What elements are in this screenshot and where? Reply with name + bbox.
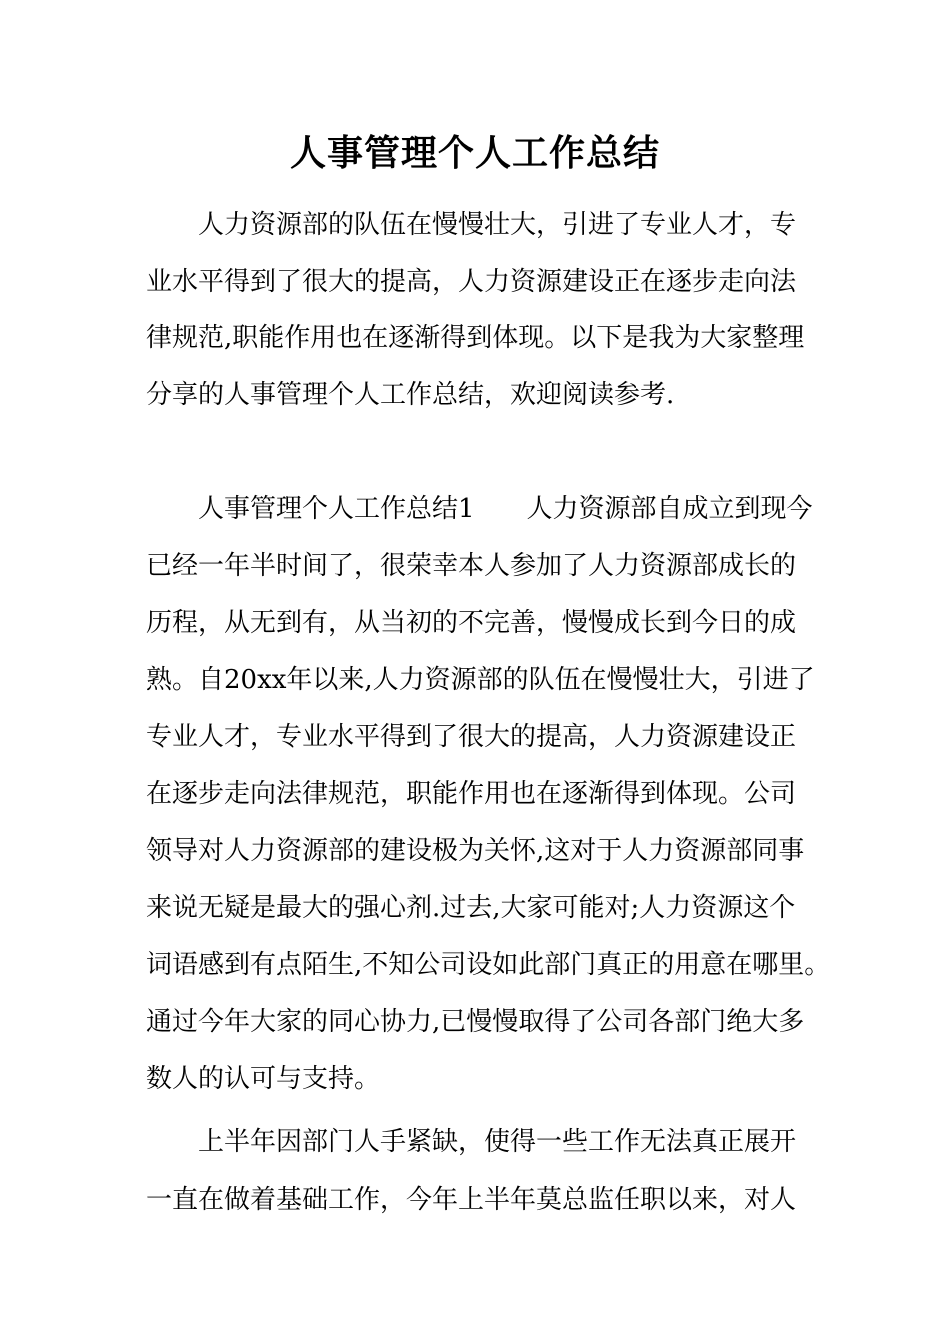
- section1-line-11: 数人的认可与支持。: [146, 1064, 381, 1094]
- section1-line-9: 词语感到有点陌生,不知公司设如此部门真正的用意在哪里。: [146, 950, 831, 980]
- section1-line-3: 历程，从无到有，从当初的不完善，慢慢成长到今日的成: [146, 608, 797, 638]
- section2-line-1: 上半年因部门人手紧缺，使得一些工作无法真正展开: [146, 1127, 797, 1157]
- section1-line-4: 熟。自20xx年以来,人力资源部的队伍在慢慢壮大，引进了: [146, 665, 815, 695]
- section1-line-6: 在逐步走向法律规范，职能作用也在逐渐得到体现。公司: [146, 779, 797, 809]
- intro-line-2: 业水平得到了很大的提高，人力资源建设正在逐步走向法: [146, 267, 797, 297]
- document-title: 人事管理个人工作总结: [289, 132, 660, 174]
- section1-line-2: 已经一年半时间了，很荣幸本人参加了人力资源部成长的: [146, 551, 797, 581]
- intro-line-1: 人力资源部的队伍在慢慢壮大，引进了专业人才，专: [146, 210, 797, 240]
- intro-line-3: 律规范,职能作用也在逐渐得到体现。以下是我为大家整理: [146, 323, 805, 353]
- section1-line-8: 来说无疑是最大的强心剂.过去,大家可能对;人力资源这个: [146, 893, 796, 923]
- intro-line-4: 分享的人事管理个人工作总结，欢迎阅读参考.: [146, 380, 675, 410]
- section2-line-2: 一直在做着基础工作，今年上半年莫总监任职以来，对人: [146, 1185, 797, 1215]
- section1-line-5: 专业人才，专业水平得到了很大的提高，人力资源建设正: [146, 722, 797, 752]
- section1-line-10: 通过今年大家的同心协力,已慢慢取得了公司各部门绝大多: [146, 1007, 805, 1037]
- section1-line-7: 领导对人力资源部的建设极为关怀,这对于人力资源部同事: [146, 836, 805, 866]
- section1-line-1: 人事管理个人工作总结1 人力资源部自成立到现今: [146, 494, 813, 524]
